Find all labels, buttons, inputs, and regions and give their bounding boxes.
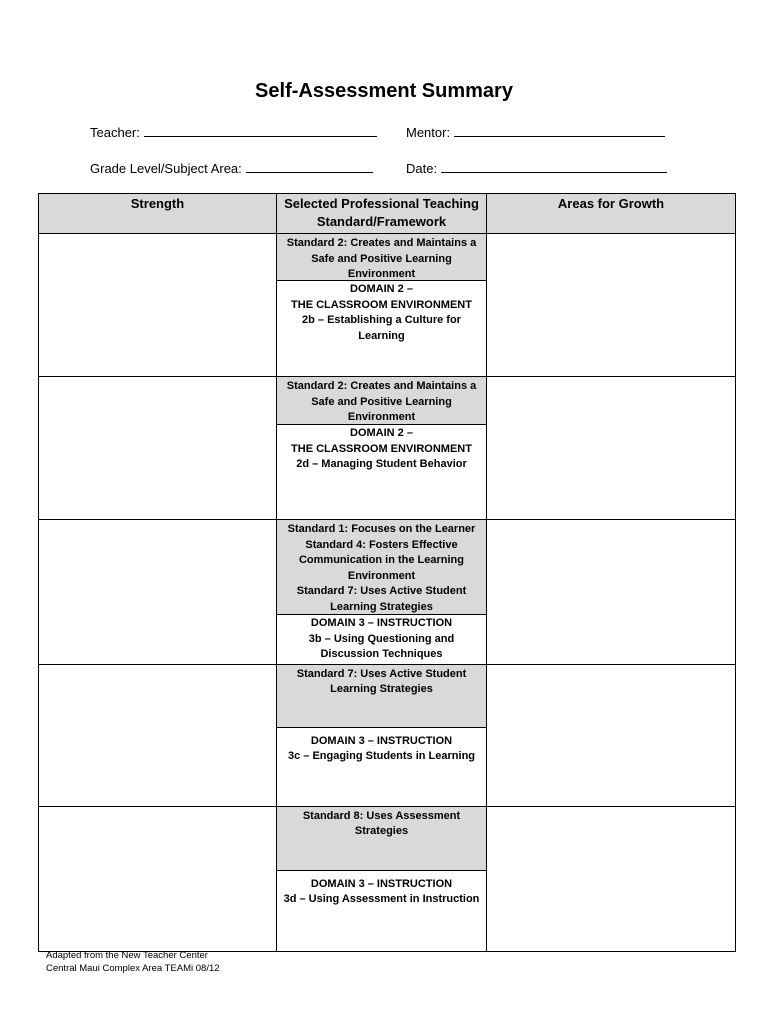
standard-line: Safe and Positive Learning (311, 252, 452, 265)
standard-line: Learning Strategies (330, 683, 433, 695)
strength-cell[interactable] (39, 664, 277, 806)
domain-line: THE CLASSROOM ENVIRONMENT (291, 298, 472, 311)
domain-line: DOMAIN 2 – (350, 283, 413, 295)
date-label: Date: (406, 161, 438, 176)
domain-line: DOMAIN 3 – INSTRUCTION (310, 877, 453, 890)
mentor-line[interactable] (454, 124, 665, 137)
footer-line2: Central Maui Complex Area TEAMi 08/12 (46, 963, 220, 974)
header-standard-line2: Standard/Framework (316, 214, 447, 229)
header-standard-line1: Selected Professional Teaching (284, 196, 479, 211)
growth-cell[interactable] (487, 377, 736, 520)
standard-line: Environment (347, 268, 416, 280)
standard-block (277, 520, 486, 615)
standard-block (277, 234, 486, 281)
standard-line: Standard 2: Creates and Maintains a (286, 380, 477, 392)
standard-line: Standard 7: Uses Active Student (296, 585, 467, 597)
standard-block (277, 807, 486, 871)
standard-line: Learning Strategies (330, 600, 433, 613)
domain-line: 2d – Managing Student Behavior (296, 458, 467, 470)
table-header-row (39, 194, 736, 234)
standard-cell (277, 664, 487, 806)
growth-cell[interactable] (487, 234, 736, 377)
mentor-label: Mentor: (406, 125, 451, 140)
domain-line: DOMAIN 2 – (350, 427, 413, 439)
strength-cell[interactable] (39, 377, 277, 520)
standard-line: Standard 1: Focuses on the Learner (287, 523, 476, 535)
standard-cell (277, 234, 487, 377)
standard-line: Standard 7: Uses Active Student (296, 667, 467, 680)
standard-line: Communication in the Learning (298, 554, 464, 566)
standard-line: Strategies (354, 825, 409, 837)
domain-line: 3c – Engaging Students in Learning (287, 750, 476, 762)
standard-line: Standard 4: Fosters Effective (305, 538, 458, 551)
standard-cell (277, 806, 487, 951)
date-line[interactable] (441, 160, 667, 173)
domain-line: 2b – Establishing a Culture for (302, 314, 461, 326)
domain-block (277, 281, 486, 345)
table-row (39, 234, 736, 377)
domain-block (277, 871, 486, 909)
header-standard (277, 194, 487, 234)
domain-line: THE CLASSROOM ENVIRONMENT (291, 442, 472, 455)
footer (46, 949, 220, 975)
standard-block (277, 665, 486, 728)
teacher-label: Teacher: (90, 125, 140, 140)
standard-line: Standard 2: Creates and Maintains a (286, 237, 477, 249)
table-row (39, 664, 736, 806)
table-row (39, 520, 736, 665)
domain-line: Learning (358, 329, 405, 342)
standard-line: Environment (347, 569, 416, 582)
standard-line: Safe and Positive Learning (311, 395, 452, 408)
domain-block (277, 728, 486, 766)
domain-line: 3b – Using Questioning and (308, 632, 455, 645)
growth-cell[interactable] (487, 520, 736, 665)
page-title: Self-Assessment Summary (255, 80, 513, 102)
table-row (39, 377, 736, 520)
standard-cell (277, 377, 487, 520)
standard-line: Environment (347, 411, 416, 423)
standard-block (277, 377, 486, 425)
teacher-field (90, 124, 377, 141)
footer-line1: Adapted from the New Teacher Center (46, 950, 208, 961)
domain-line: DOMAIN 3 – INSTRUCTION (310, 617, 453, 629)
mentor-field (406, 124, 665, 141)
strength-cell[interactable] (39, 520, 277, 665)
standard-line: Standard 8: Uses Assessment (302, 809, 461, 822)
domain-line: DOMAIN 3 – INSTRUCTION (310, 734, 453, 747)
strength-cell[interactable] (39, 234, 277, 377)
header-strength: Strength (39, 194, 277, 234)
date-field (406, 160, 667, 177)
grade-field (90, 160, 373, 177)
strength-cell[interactable] (39, 806, 277, 951)
standard-cell (277, 520, 487, 665)
domain-line: Discussion Techniques (320, 648, 443, 660)
domain-line: 3d – Using Assessment in Instruction (283, 893, 480, 905)
grade-label: Grade Level/Subject Area: (90, 161, 242, 176)
assessment-table (38, 193, 736, 952)
domain-block (277, 615, 486, 664)
growth-cell[interactable] (487, 806, 736, 951)
table-row (39, 806, 736, 951)
grade-line[interactable] (246, 160, 373, 173)
teacher-line[interactable] (144, 124, 377, 137)
domain-block (277, 425, 486, 474)
header-growth: Areas for Growth (487, 194, 736, 234)
growth-cell[interactable] (487, 664, 736, 806)
